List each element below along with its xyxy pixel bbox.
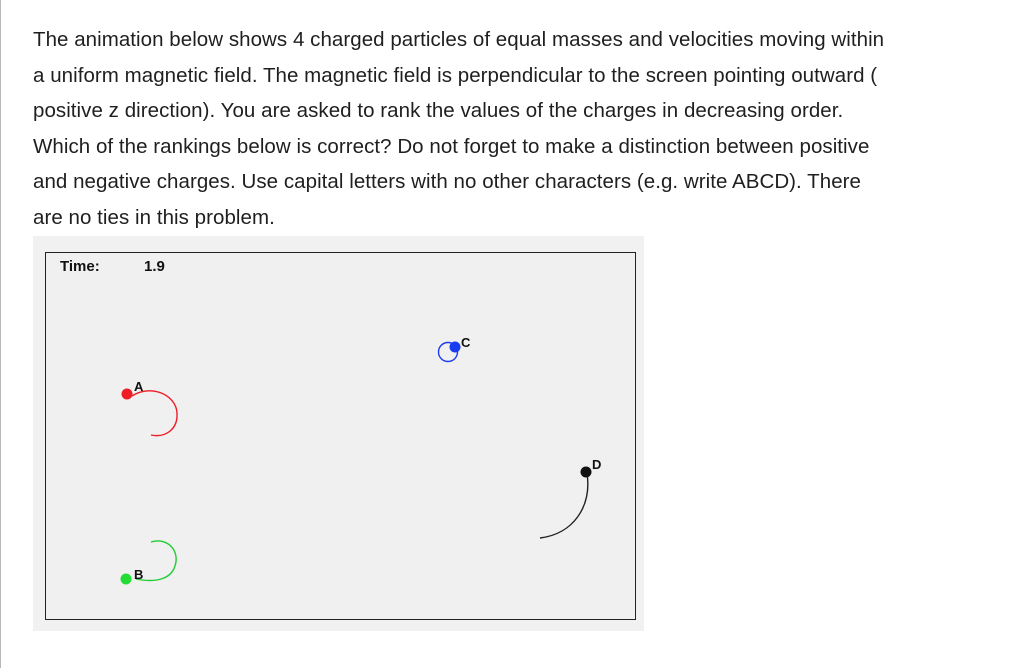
animation-frame <box>33 236 644 631</box>
particle-c-label: C <box>461 335 471 350</box>
particle-b-label: B <box>134 567 144 582</box>
question-line-5: and negative charges. Use capital letters with no other characters (e.g. write ABCD). There <box>33 170 861 194</box>
particle-d-label: D <box>592 457 602 472</box>
question-line-2: a uniform magnetic field. The magnetic field is perpendicular to the screen pointing outward ( <box>33 63 878 87</box>
animation-canvas <box>45 252 636 620</box>
page-left-border <box>0 0 1 668</box>
particle-a-dot <box>122 389 133 400</box>
question-line-6: are no ties in this problem. <box>33 205 275 229</box>
particle-d-trail <box>540 473 588 538</box>
time-value: 1.9 <box>144 258 165 275</box>
particle-paths <box>46 253 635 619</box>
time-label: Time: <box>60 258 100 275</box>
question-line-4: Which of the rankings below is correct? Do not forget to make a distinction between positive <box>33 134 870 158</box>
particle-c-dot <box>450 342 461 353</box>
particle-d-dot <box>581 467 592 478</box>
question-line-3: positive z direction). You are asked to rank the values of the charges in decreasing order. <box>33 99 844 123</box>
particle-a-trail <box>132 391 177 436</box>
question-line-1: The animation below shows 4 charged particles of equal masses and velocities moving within <box>33 28 885 51</box>
particle-a-label: A <box>134 379 144 394</box>
particle-b-dot <box>121 574 132 585</box>
question-text <box>33 22 1008 236</box>
